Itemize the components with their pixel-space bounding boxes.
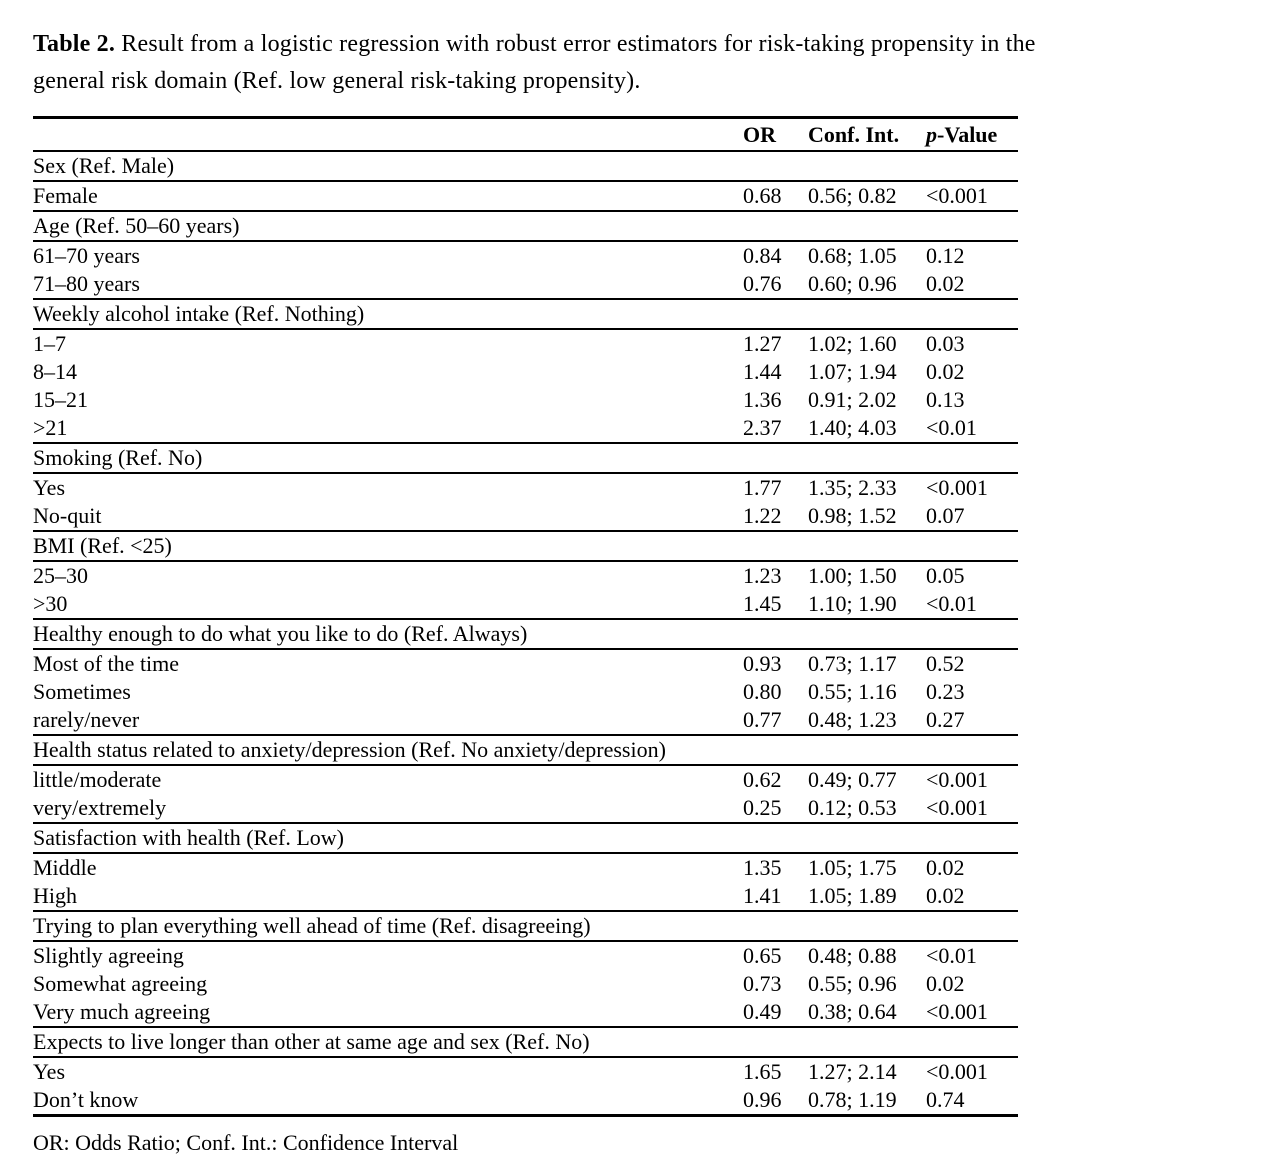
cell-label: Sometimes <box>33 679 131 704</box>
section-header: Trying to plan everything well ahead of time (Ref. disagreeing) <box>33 911 1018 941</box>
cell-confidence-interval: 1.05; 1.75 <box>808 855 897 880</box>
cell-confidence-interval: 0.68; 1.05 <box>808 243 897 268</box>
cell-p-value: 0.02 <box>926 883 965 908</box>
table-row <box>33 1057 1018 1086</box>
cell-p-value: 0.23 <box>926 679 965 704</box>
cell-label: No-quit <box>33 503 102 528</box>
cell-label: Very much agreeing <box>33 999 211 1024</box>
cell-confidence-interval: 0.48; 1.23 <box>808 707 897 732</box>
section-header-row <box>33 531 1018 561</box>
table-caption-line1: Result from a logistic regression with robust error estimators for risk-taking propensity in the <box>121 31 1036 57</box>
cell-label: High <box>33 883 77 908</box>
cell-p-value: 0.07 <box>926 503 965 528</box>
table-caption <box>33 26 1255 100</box>
cell-p-value: 0.03 <box>926 331 965 356</box>
table-row <box>33 241 1018 270</box>
table-row <box>33 473 1018 502</box>
cell-odds-ratio: 1.27 <box>743 331 782 356</box>
table-row <box>33 970 1018 998</box>
table-row <box>33 1086 1018 1116</box>
cell-label: 71–80 years <box>33 271 140 296</box>
cell-odds-ratio: 1.41 <box>743 883 782 908</box>
table-body <box>33 151 1018 1116</box>
column-header-conf-int: Conf. Int. <box>808 118 926 152</box>
table-caption-line2: general risk domain (Ref. low general risk-taking propensity). <box>33 68 641 94</box>
cell-label: little/moderate <box>33 767 162 792</box>
cell-confidence-interval: 0.48; 0.88 <box>808 943 897 968</box>
cell-p-value: 0.05 <box>926 563 965 588</box>
section-header-row <box>33 735 1018 765</box>
cell-label: Yes <box>33 1059 66 1084</box>
cell-odds-ratio: 1.35 <box>743 855 782 880</box>
section-header-row <box>33 823 1018 853</box>
table-row <box>33 270 1018 299</box>
column-header-p-value <box>926 118 1018 152</box>
table-header <box>33 118 1018 152</box>
column-header-or: OR <box>743 118 808 152</box>
cell-confidence-interval: 0.49; 0.77 <box>808 767 897 792</box>
section-header-row <box>33 1027 1018 1057</box>
section-header-row <box>33 299 1018 329</box>
cell-p-value: 0.27 <box>926 707 965 732</box>
cell-confidence-interval: 0.55; 0.96 <box>808 971 897 996</box>
cell-confidence-interval: 1.40; 4.03 <box>808 415 897 440</box>
cell-odds-ratio: 0.25 <box>743 795 782 820</box>
table-row <box>33 794 1018 823</box>
cell-p-value: 0.74 <box>926 1087 965 1112</box>
cell-confidence-interval: 1.05; 1.89 <box>808 883 897 908</box>
cell-odds-ratio: 0.96 <box>743 1087 782 1112</box>
cell-odds-ratio: 0.73 <box>743 971 782 996</box>
table-row <box>33 649 1018 678</box>
section-header-row <box>33 151 1018 181</box>
cell-p-value: 0.02 <box>926 271 965 296</box>
section-header: Satisfaction with health (Ref. Low) <box>33 823 1018 853</box>
cell-odds-ratio: 0.76 <box>743 271 782 296</box>
cell-confidence-interval: 0.12; 0.53 <box>808 795 897 820</box>
cell-confidence-interval: 0.98; 1.52 <box>808 503 897 528</box>
cell-p-value: 0.13 <box>926 387 965 412</box>
cell-label: Most of the time <box>33 651 180 676</box>
cell-label: Slightly agreeing <box>33 943 184 968</box>
cell-label: 8–14 <box>33 359 77 384</box>
cell-p-value: <0.001 <box>926 795 988 820</box>
cell-odds-ratio: 1.36 <box>743 387 782 412</box>
cell-confidence-interval: 1.35; 2.33 <box>808 475 897 500</box>
cell-p-value: <0.001 <box>926 999 988 1024</box>
cell-odds-ratio: 1.77 <box>743 475 782 500</box>
cell-p-value: 0.02 <box>926 971 965 996</box>
cell-label: 1–7 <box>33 331 66 356</box>
section-header: Expects to live longer than other at same age and sex (Ref. No) <box>33 1027 1018 1057</box>
cell-label: Middle <box>33 855 97 880</box>
cell-confidence-interval: 1.02; 1.60 <box>808 331 897 356</box>
cell-label: 61–70 years <box>33 243 140 268</box>
regression-table <box>33 116 1018 1117</box>
table-row <box>33 590 1018 619</box>
table-row <box>33 882 1018 911</box>
table-row <box>33 765 1018 794</box>
section-header: Health status related to anxiety/depression (Ref. No anxiety/depression) <box>33 735 1018 765</box>
cell-label: Yes <box>33 475 66 500</box>
cell-odds-ratio: 0.77 <box>743 707 782 732</box>
table-caption-label: Table 2. <box>33 31 116 57</box>
cell-odds-ratio: 1.45 <box>743 591 782 616</box>
cell-p-value: 0.12 <box>926 243 965 268</box>
table-row <box>33 329 1018 358</box>
cell-confidence-interval: 0.78; 1.19 <box>808 1087 897 1112</box>
section-header-row <box>33 911 1018 941</box>
column-header-row <box>33 118 1018 152</box>
cell-label: rarely/never <box>33 707 140 732</box>
cell-confidence-interval: 0.55; 1.16 <box>808 679 897 704</box>
table-row <box>33 502 1018 531</box>
cell-p-value: <0.01 <box>926 591 977 616</box>
cell-odds-ratio: 0.84 <box>743 243 782 268</box>
section-header-row <box>33 443 1018 473</box>
cell-confidence-interval: 1.10; 1.90 <box>808 591 897 616</box>
cell-confidence-interval: 1.07; 1.94 <box>808 359 897 384</box>
table-row <box>33 358 1018 386</box>
table-row <box>33 386 1018 414</box>
cell-p-value: <0.01 <box>926 943 977 968</box>
table-row <box>33 853 1018 882</box>
cell-label: Don’t know <box>33 1087 139 1112</box>
cell-odds-ratio: 2.37 <box>743 415 782 440</box>
table-footnote: OR: Odds Ratio; Conf. Int.: Confidence Interval <box>33 1130 459 1155</box>
section-header: Smoking (Ref. No) <box>33 443 1018 473</box>
section-header-row <box>33 619 1018 649</box>
cell-label: >21 <box>33 415 68 440</box>
cell-p-value: 0.02 <box>926 855 965 880</box>
table-row <box>33 414 1018 443</box>
cell-confidence-interval: 1.00; 1.50 <box>808 563 897 588</box>
cell-p-value: <0.001 <box>926 1059 988 1084</box>
table-row <box>33 561 1018 590</box>
p-value-italic-p: p <box>926 121 937 147</box>
cell-label: >30 <box>33 591 68 616</box>
cell-p-value: <0.001 <box>926 183 988 208</box>
cell-label: Somewhat agreeing <box>33 971 208 996</box>
cell-odds-ratio: 1.65 <box>743 1059 782 1084</box>
table-row <box>33 706 1018 735</box>
table-row <box>33 181 1018 211</box>
cell-confidence-interval: 0.73; 1.17 <box>808 651 897 676</box>
p-value-rest: -Value <box>937 121 998 147</box>
section-header: BMI (Ref. <25) <box>33 531 1018 561</box>
cell-label: Female <box>33 183 98 208</box>
cell-label: 25–30 <box>33 563 88 588</box>
cell-odds-ratio: 0.93 <box>743 651 782 676</box>
section-header-row <box>33 211 1018 241</box>
cell-p-value: <0.001 <box>926 475 988 500</box>
section-header: Sex (Ref. Male) <box>33 151 1018 181</box>
table-row <box>33 941 1018 970</box>
table-row <box>33 998 1018 1027</box>
cell-odds-ratio: 1.22 <box>743 503 782 528</box>
cell-confidence-interval: 0.91; 2.02 <box>808 387 897 412</box>
cell-odds-ratio: 0.62 <box>743 767 782 792</box>
cell-odds-ratio: 0.68 <box>743 183 782 208</box>
cell-confidence-interval: 0.60; 0.96 <box>808 271 897 296</box>
section-header: Weekly alcohol intake (Ref. Nothing) <box>33 299 1018 329</box>
cell-p-value: <0.001 <box>926 767 988 792</box>
section-header: Healthy enough to do what you like to do (Ref. Always) <box>33 619 1018 649</box>
cell-p-value: 0.02 <box>926 359 965 384</box>
cell-odds-ratio: 0.65 <box>743 943 782 968</box>
column-header-empty <box>33 118 743 152</box>
section-header: Age (Ref. 50–60 years) <box>33 211 1018 241</box>
cell-confidence-interval: 1.27; 2.14 <box>808 1059 897 1084</box>
table-row <box>33 678 1018 706</box>
cell-label: very/extremely <box>33 795 167 820</box>
cell-odds-ratio: 1.44 <box>743 359 782 384</box>
cell-odds-ratio: 0.80 <box>743 679 782 704</box>
cell-odds-ratio: 0.49 <box>743 999 782 1024</box>
cell-confidence-interval: 0.38; 0.64 <box>808 999 897 1024</box>
cell-confidence-interval: 0.56; 0.82 <box>808 183 897 208</box>
cell-odds-ratio: 1.23 <box>743 563 782 588</box>
cell-p-value: <0.01 <box>926 415 977 440</box>
cell-p-value: 0.52 <box>926 651 965 676</box>
cell-label: 15–21 <box>33 387 88 412</box>
